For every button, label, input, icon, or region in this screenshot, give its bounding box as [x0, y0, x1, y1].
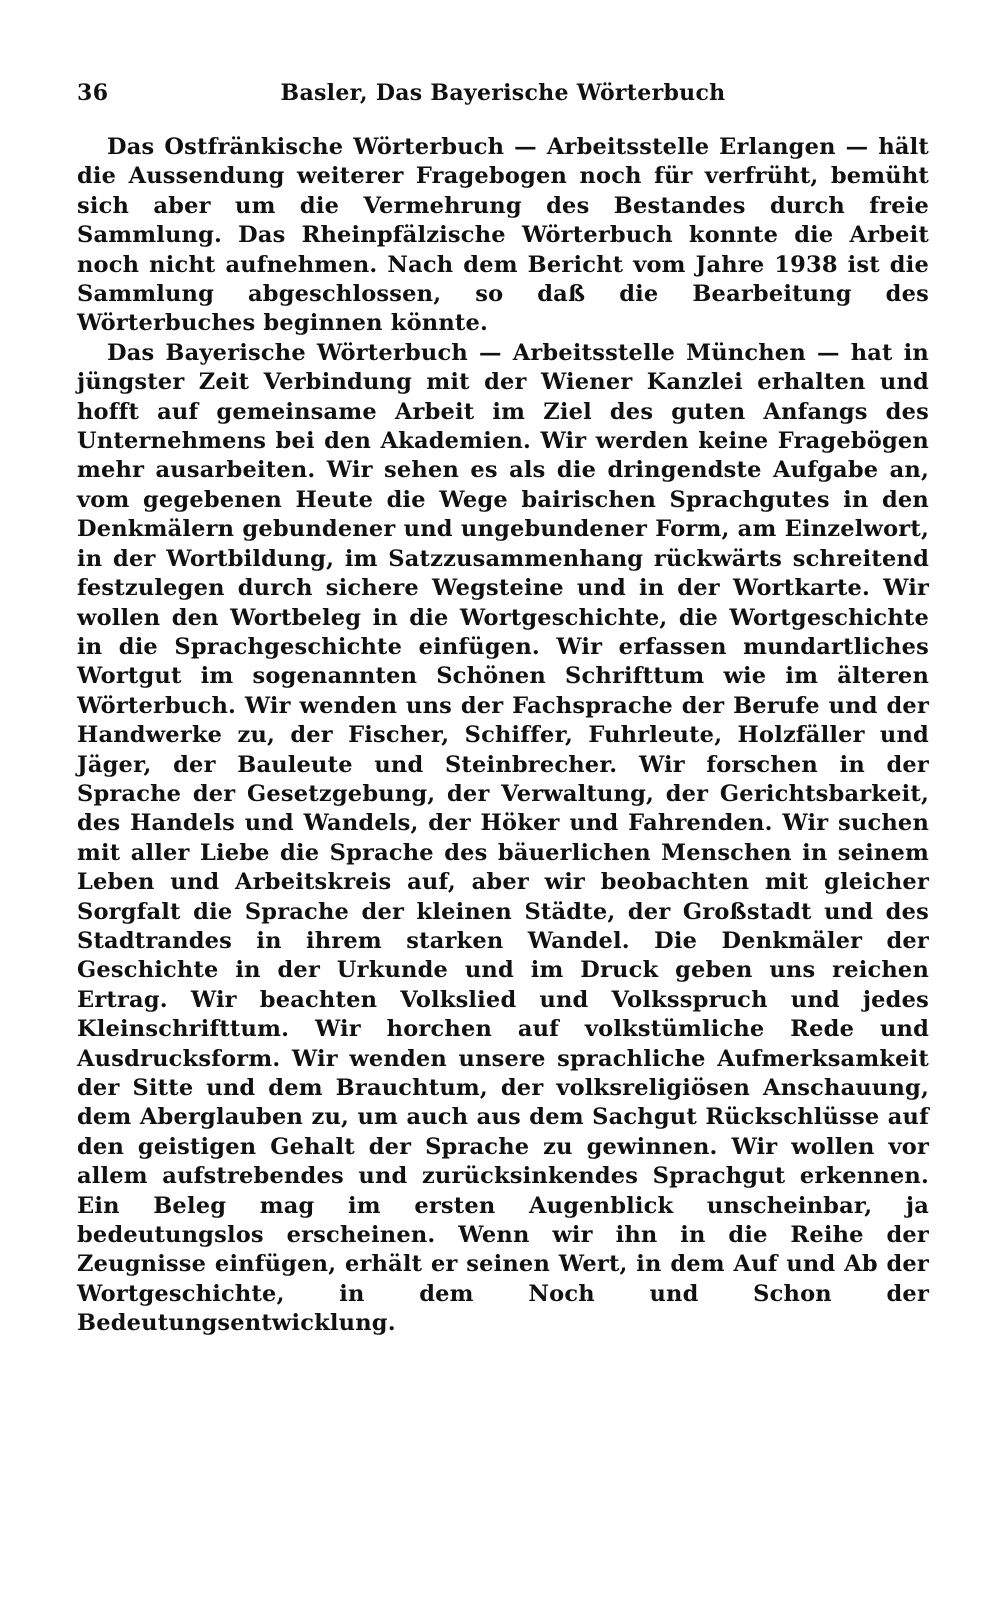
body-text — [77, 133, 929, 1339]
page-number: 36 — [77, 80, 109, 106]
paragraph-ostfraenkisch: Das Ostfränkische Wörterbuch — Arbeitsstelle Erlangen — hält die Aussendung weiterer Fragebogen noch für verfrüht, bemüht sich aber um die Vermehrung des Bestandes durch freie Sammlung. Das Rheinpfälzische Wörterbuch konnte die Arbeit noch nicht aufnehmen. Nach dem Bericht vom Jahre 1938 ist die Sammlung abgeschlossen, so daß die Bearbeitung des Wörterbuches beginnen könnte. — [77, 134, 929, 337]
running-title: Basler, Das Bayerische Wörterbuch — [280, 80, 726, 106]
paragraph-bayerisch: Das Bayerische Wörterbuch — Arbeitsstelle München — hat in jüngster Zeit Verbindung mit der Wiener Kanzlei erhalten und hofft auf gemeinsame Arbeit im Ziel des guten Anfangs des Unternehmens bei den Akademien. Wir werden keine Fragebögen mehr ausarbeiten. Wir sehen es als die dringendste Aufgabe an, vom gegebenen Heute die Wege bairischen Sprachgutes in den Denkmälern gebundener und ungebundener Form, am Einzelwort, in der Wortbildung, im Satzzusammenhang rückwärts schreitend festzulegen durch sichere Wegsteine und in der Wortkarte. Wir wollen den Wortbeleg in die Wortgeschichte, die Wortgeschichte in die Sprachgeschichte einfügen. Wir erfassen mundartliches Wortgut im sogenannten Schönen Schrifttum wie im älteren Wörterbuch. Wir wenden uns der Fachsprache der Berufe und der Handwerke zu, der Fischer, Schiffer, Fuhrleute, Holzfäller und Jäger, der Bauleute und Steinbrecher. Wir forschen in der Sprache der Gesetzgebung, der Verwaltung, der Gerichtsbarkeit, des Handels und Wandels, der Höker und Fahrenden. Wir suchen mit aller Liebe die Sprache des bäuerlichen Menschen in seinem Leben und Arbeitskreis auf, aber wir beobachten mit gleicher Sorgfalt die Sprache der kleinen Städte, der Großstadt und des Stadtrandes in ihrem starken Wandel. Die Denkmäler der Geschichte in der Urkunde und im Druck geben uns reichen Ertrag. Wir beachten Volkslied und Volksspruch und jedes Kleinschrifttum. Wir horchen auf volkstümliche Rede und Ausdrucksform. Wir wenden unsere sprachliche Aufmerksamkeit der Sitte und dem Brauchtum, der volksreligiösen Anschauung, dem Aberglauben zu, um auch aus dem Sachgut Rückschlüsse auf den geistigen Gehalt der Sprache zu gewinnen. Wir wollen vor allem aufstrebendes und zurücksinkendes Sprachgut erkennen. Ein Beleg mag im ersten Augenblick unscheinbar, ja bedeutungslos erscheinen. Wenn wir ihn in die Reihe der Zeugnisse einfügen, erhält er seinen Wert, in dem Auf und Ab der Wortgeschichte, in dem Noch und Schon der Bedeutungsentwicklung. — [77, 339, 929, 1337]
running-head — [77, 80, 929, 120]
